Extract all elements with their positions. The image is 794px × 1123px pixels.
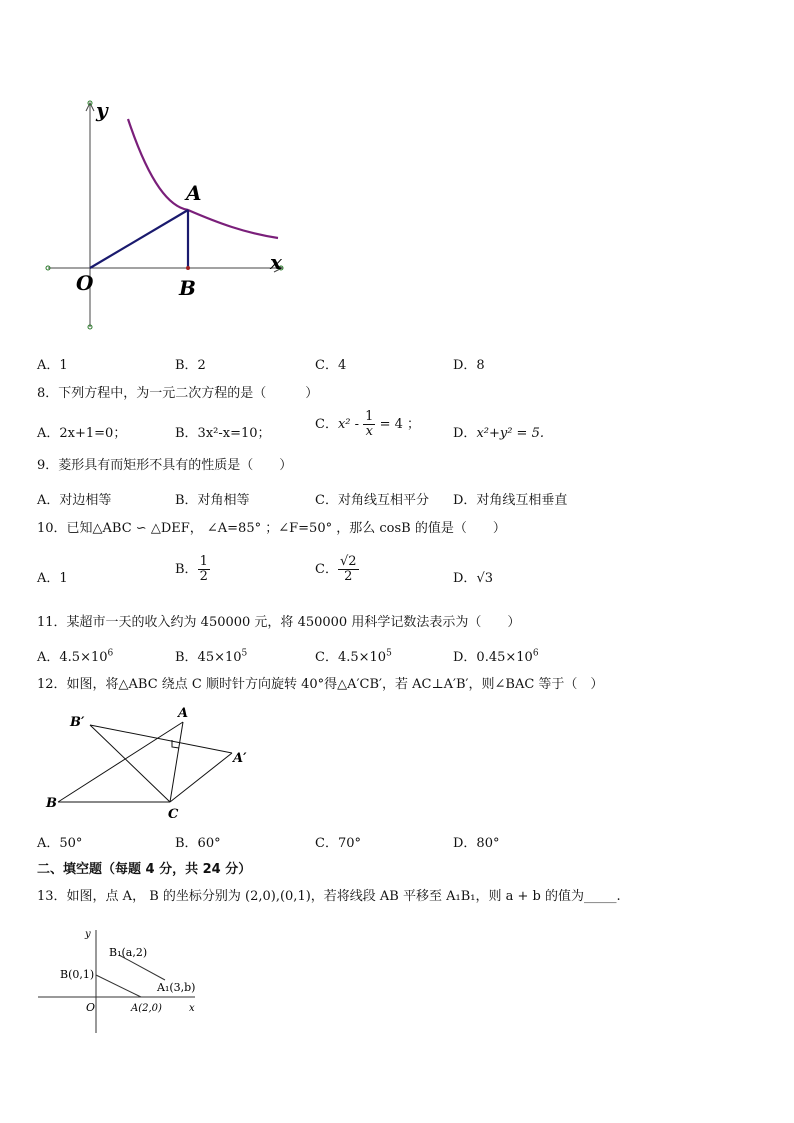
- q12-stem: 12．如图，将△ABC 绕点 C 顺时针方向旋转 40°得△A′CB′，若 AC⊥A′B′，则∠BAC 等于（ ）: [37, 677, 604, 692]
- q10-c-fraction: [338, 555, 359, 584]
- q10-c-den: 2: [344, 569, 353, 584]
- q8-option-d[interactable]: [453, 422, 544, 441]
- label-B: B(0,1): [60, 968, 95, 981]
- label-A: A: [178, 706, 189, 721]
- point-B-dot: [186, 266, 190, 270]
- figure-inverse-function: [40, 95, 300, 335]
- q8-option-a[interactable]: A．2x+1=0；: [37, 426, 127, 441]
- q10-option-c[interactable]: [315, 555, 359, 584]
- label-B1: B₁(a,2): [109, 946, 148, 959]
- q11-b-base: B．45×10: [175, 650, 242, 665]
- q8-d-expr: x²+y² = 5.: [476, 426, 544, 441]
- q11-option-b[interactable]: [175, 646, 247, 665]
- q10-d-prefix: D．: [453, 571, 477, 586]
- q9-option-d[interactable]: D．对角线互相垂直: [453, 493, 568, 508]
- label-Bp: B′: [70, 715, 85, 730]
- q11-a-exp: 6: [107, 648, 114, 659]
- q11-stem: 11．某超市一天的收入约为 450000 元，将 450000 用科学记数法表示为（ ）: [37, 615, 521, 630]
- q11-a-base: A．4.5×10: [37, 650, 108, 665]
- q11-option-a[interactable]: [37, 646, 113, 665]
- q9-option-b[interactable]: B．对角相等: [175, 493, 250, 508]
- q10-c-num: √2: [339, 554, 357, 569]
- q11-c-exp: 5: [386, 648, 392, 659]
- q8-option-c[interactable]: [315, 410, 420, 439]
- label-B: B: [46, 796, 57, 811]
- segment-AB: [96, 975, 141, 997]
- q7-option-c[interactable]: C．4: [315, 358, 347, 373]
- figure-rotation-triangles: [40, 700, 270, 825]
- label-y: y: [96, 98, 108, 122]
- label-x: x: [270, 250, 282, 274]
- q8-c-num: 1: [365, 409, 374, 424]
- q12-option-d[interactable]: D．80°: [453, 836, 500, 851]
- q10-option-b[interactable]: [175, 555, 210, 584]
- q10-d-expr: √3: [476, 571, 493, 586]
- q8-c-minus: -: [350, 417, 364, 432]
- label-A: A(2,0): [131, 1003, 162, 1014]
- q8-c-den: x: [365, 424, 373, 439]
- q9-option-a[interactable]: A．对边相等: [37, 493, 112, 508]
- q11-d-exp: 6: [532, 648, 539, 659]
- label-y: y: [85, 929, 91, 940]
- q8-c-prefix: C．: [315, 417, 338, 432]
- q11-d-base: D．0.45×10: [453, 650, 533, 665]
- segment-BpC: [90, 725, 170, 802]
- q11-c-base: C．4.5×10: [315, 650, 387, 665]
- q7-option-b[interactable]: B．2: [175, 358, 206, 373]
- q11-option-c[interactable]: [315, 646, 392, 665]
- figure-translation: [35, 925, 235, 1040]
- section-title: 二、填空题（每题 4 分，共 24 分）: [37, 862, 252, 877]
- label-A: A: [186, 181, 202, 205]
- q8-stem: 8．下列方程中，为一元二次方程的是（ ）: [37, 386, 319, 401]
- label-B: B: [179, 276, 196, 300]
- q8-d-prefix: D．: [453, 426, 477, 441]
- label-C: C: [168, 807, 179, 822]
- q10-option-d[interactable]: [453, 567, 493, 586]
- q11-option-d[interactable]: [453, 646, 539, 665]
- q7-option-d[interactable]: D．8: [453, 358, 485, 373]
- label-O: O: [86, 1001, 96, 1014]
- q10-b-prefix: B．: [175, 562, 198, 577]
- q10-c-prefix: C．: [315, 562, 338, 577]
- segment-AC: [170, 722, 183, 802]
- q8-c-x2: x²: [337, 417, 351, 432]
- label-A1: A₁(3,b): [157, 981, 196, 994]
- segment-ApC: [170, 753, 232, 802]
- label-Ap: A′: [233, 751, 247, 766]
- q11-b-exp: 5: [241, 648, 248, 659]
- q10-b-den: 2: [199, 569, 208, 584]
- q12-option-b[interactable]: B．60°: [175, 836, 221, 851]
- q13-stem: 13．如图，点 A， B 的坐标分别为 (2,0),(0,1)，若将线段 AB 平移至 A₁B₁，则 a + b 的值为_____.: [37, 889, 621, 904]
- q9-option-c[interactable]: C．对角线互相平分: [315, 493, 429, 508]
- q10-b-fraction: [198, 555, 210, 584]
- label-O: O: [76, 271, 94, 295]
- label-x: x: [189, 1003, 195, 1014]
- segment-BpAp: [90, 725, 232, 753]
- q10-option-a[interactable]: A．1: [37, 571, 68, 586]
- q9-stem: 9．菱形具有而矩形不具有的性质是（ ）: [37, 458, 293, 473]
- segment-OA: [90, 210, 188, 268]
- q12-option-a[interactable]: A．50°: [37, 836, 83, 851]
- q8-c-tail: = 4 ；: [375, 417, 421, 432]
- q12-option-c[interactable]: C．70°: [315, 836, 361, 851]
- q10-b-num: 1: [199, 554, 208, 569]
- q10-stem: 10．已知△ABC ∽ △DEF， ∠A=85° ；∠F=50° ，那么 cosB 的值是（ ）: [37, 521, 506, 536]
- q7-option-a[interactable]: A．1: [37, 358, 68, 373]
- q8-c-fraction: [363, 410, 375, 439]
- segment-BA: [58, 722, 183, 802]
- q8-option-b[interactable]: B．3x²-x=10；: [175, 426, 271, 441]
- hyperbola-curve: [128, 119, 278, 238]
